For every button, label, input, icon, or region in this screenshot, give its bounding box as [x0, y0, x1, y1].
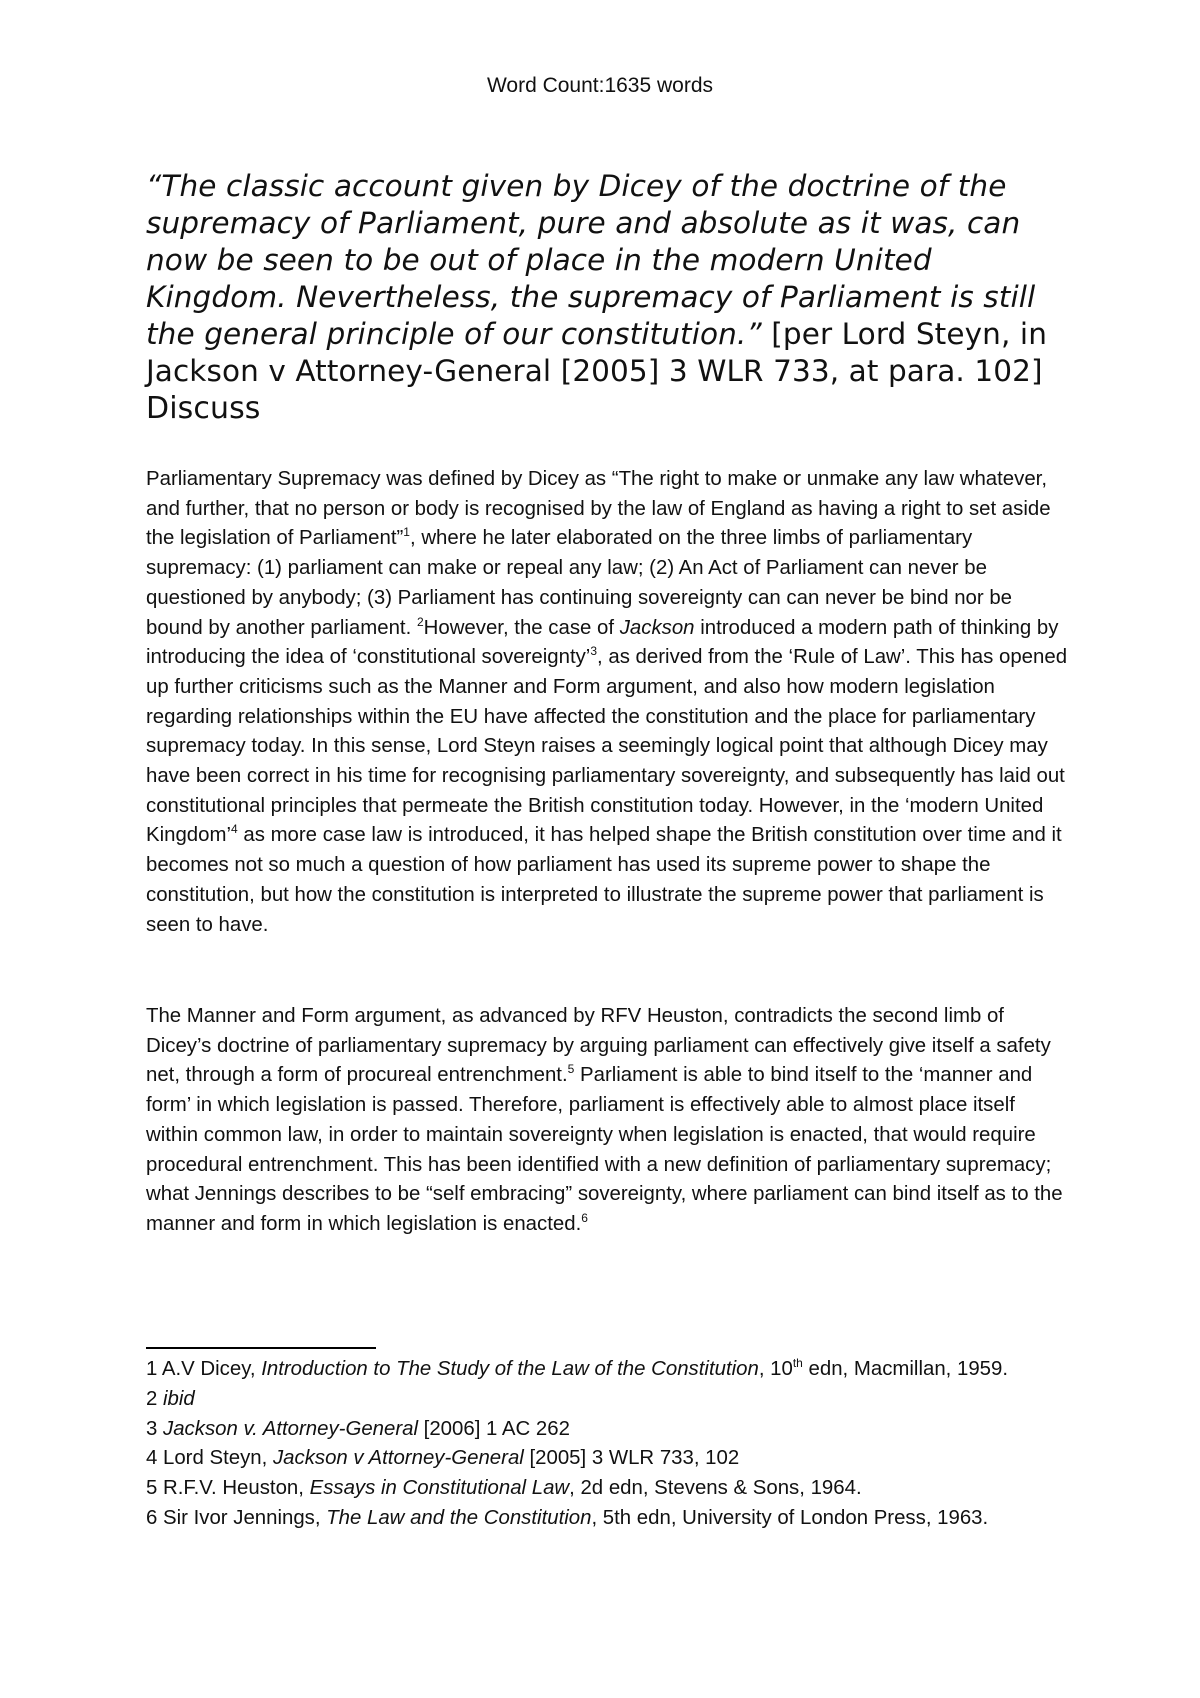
question-instruction: Discuss [146, 391, 261, 426]
footnote-5: 5 R.F.V. Heuston, Essays in Constitutional Law, 2d edn, Stevens & Sons, 1964. [146, 1477, 862, 1500]
footnote-2: 2 ibid [146, 1387, 195, 1410]
paragraph-text: Parliamentary Supremacy was defined by Dicey as “The right to make or unmake any law whatever, and further, that no person or body is recognised by the law of England as having a right to set aside the legislation of Parliament” [146, 468, 1051, 550]
footnote-ref-2[interactable]: 2 [416, 614, 424, 629]
paragraph-text: as more case law is introduced, it has helped shape the British constitution over time and it becomes not so much a question of how parliament has used its supreme power to shape the constitution, but how the constitution is interpreted to illustrate the supreme power that parliament is seen to have. [146, 824, 1062, 936]
footnotes [146, 1355, 1076, 1534]
body-paragraph-1 [146, 465, 1071, 940]
footnote-ref-3[interactable]: 3 [590, 644, 598, 659]
footnote-6: 6 Sir Ivor Jennings, The Law and the Constitution, 5th edn, University of London Press, 1963. [146, 1506, 989, 1529]
paragraph-text: , where he later elaborated on the three limbs of parliamentary supremacy: (1) parliament can make or repeal any law; (2) An Act of Parliament can never be questioned by anybody; (3) Parliament has continuing sovereignty can can never be bind nor be bound by another parliament. [146, 527, 1013, 639]
footnote-1: 1 A.V Dicey, Introduction to The Study of the Law of the Constitution, 10th edn, Macmillan, 1959. [146, 1356, 1009, 1380]
word-count: Word Count:1635 words [486, 74, 714, 97]
question-quote: “The classic account given by Dicey of the doctrine of the supremacy of Parliament, pure and absolute as it was, can now be seen to be out of place in the modern United Kingdom. Nevertheless, the supremacy of Parliament is still the general principle of our constitution.” [146, 169, 1036, 351]
footnote-4: 4 Lord Steyn, Jackson v Attorney-General [2005] 3 WLR 733, 102 [146, 1447, 740, 1470]
footnote-separator [146, 1347, 376, 1349]
paragraph-text: Parliament is able to bind itself to the ‘manner and form’ in which legislation is passed. Therefore, parliament is effectively able to almost place itself within common law, in order to maintain sovereignty when legislation is enacted, that would require procedural entrenchment. This has been identified with a new definition of parliamentary supremacy; what Jennings describes to be “self embracing” sovereignty, where parliament can bind itself as to the manner and form in which legislation is enacted. [146, 1064, 1063, 1235]
body-paragraph-2 [146, 1002, 1071, 1240]
footnote-ref-6[interactable]: 6 [581, 1211, 588, 1226]
paragraph-text: , as derived from the ‘Rule of Law’. This has opened up further criticisms such as the Manner and Form argument, and also how modern legislation regarding relationships within the EU have affected the constitution and the place for parliamentary supremacy today. In this sense, Lord Steyn raises a seemingly logical point that although Dicey may have been correct in his time for recognising parliamentary sovereignty, and subsequently has laid out constitutional principles that permeate the British constitution today. However, in the ‘modern United Kingdom’ [146, 646, 1068, 847]
footnote-3: 3 Jackson v. Attorney-General [2006] 1 AC 262 [146, 1417, 570, 1440]
case-name: Jackson [619, 616, 695, 639]
essay-question [146, 168, 1076, 427]
paragraph-text: introduced a modern path of thinking by introducing the idea of ‘constitutional sovereignty’ [146, 616, 1059, 669]
paragraph-text: However, the case of [423, 616, 620, 639]
paragraph-text: The Manner and Form argument, as advanced by RFV Heuston, contradicts the second limb of Dicey’s doctrine of parliamentary supremacy by arguing parliament can effectively give itself a safety net, through a form of procureal entrenchment. [146, 1005, 1051, 1087]
footnote-ref-4[interactable]: 4 [231, 822, 238, 837]
question-citation: [per Lord Steyn, in Jackson v Attorney-General [2005] 3 WLR 733, at para. 102] [146, 317, 1047, 388]
footnote-ref-5[interactable]: 5 [567, 1062, 575, 1077]
footnote-ref-1[interactable]: 1 [403, 525, 410, 540]
